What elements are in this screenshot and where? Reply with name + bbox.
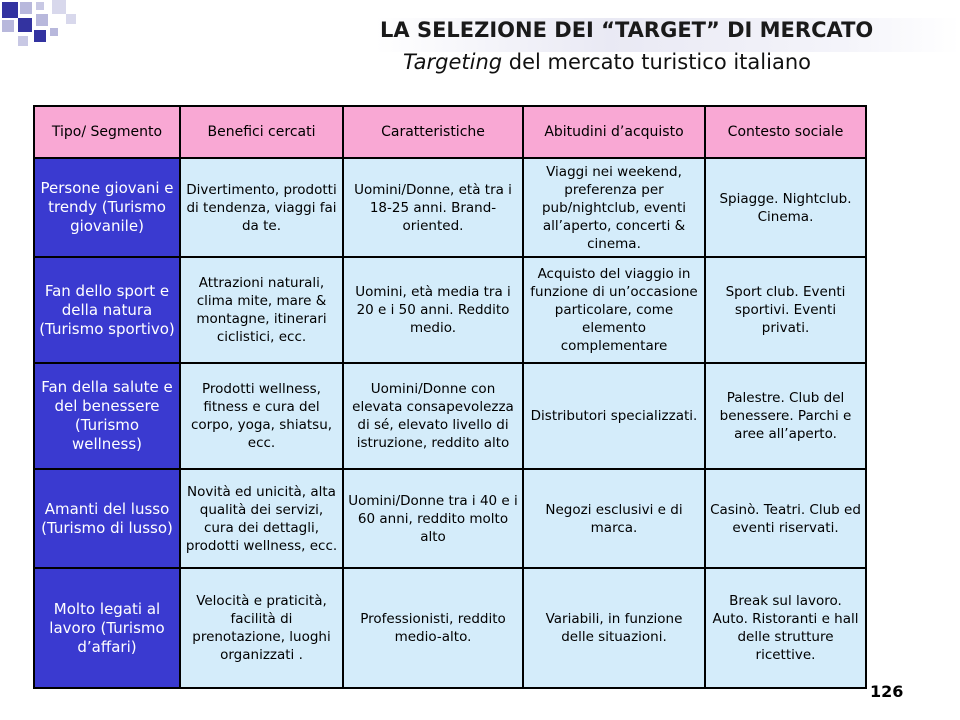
benefici-cell: Attrazioni naturali, clima mite, mare & montagne, itinerari ciclistici, ecc.	[180, 257, 343, 363]
benefici-cell: Prodotti wellness, fitness e cura del corpo, yoga, shiatsu, ecc.	[180, 363, 343, 469]
benefici-cell: Novità ed unicità, alta qualità dei servizi, cura dei dettagli, prodotti wellness, ecc.	[180, 469, 343, 568]
segment-cell: Persone giovani e trendy (Turismo giovanile)	[34, 158, 180, 257]
header-caratteristiche: Caratteristiche	[343, 106, 523, 158]
subtitle-rest: del mercato turistico italiano	[502, 50, 811, 74]
caratteristiche-cell: Uomini/Donne, età tra i 18-25 anni. Brand-oriented.	[343, 158, 523, 257]
benefici-cell: Velocità e praticità, facilità di prenotazione, luoghi organizzati .	[180, 568, 343, 688]
benefici-cell: Divertimento, prodotti di tendenza, viaggi fai da te.	[180, 158, 343, 257]
segment-cell: Fan dello sport e della natura (Turismo sportivo)	[34, 257, 180, 363]
table-row	[34, 363, 866, 469]
slide-subtitle	[403, 50, 811, 74]
contesto-cell: Spiagge. Nightclub. Cinema.	[705, 158, 866, 257]
table-row	[34, 158, 866, 257]
abitudini-cell: Acquisto del viaggio in funzione di un’occasione particolare, come elemento complementare	[523, 257, 705, 363]
caratteristiche-cell: Professionisti, reddito medio-alto.	[343, 568, 523, 688]
header-segment: Tipo/ Segmento	[34, 106, 180, 158]
caratteristiche-cell: Uomini/Donne con elevata consapevolezza di sé, elevato livello di istruzione, reddito alto	[343, 363, 523, 469]
caratteristiche-cell: Uomini, età media tra i 20 e i 50 anni. Reddito medio.	[343, 257, 523, 363]
header-contesto: Contesto sociale	[705, 106, 866, 158]
table-row	[34, 257, 866, 363]
contesto-cell: Sport club. Eventi sportivi. Eventi privati.	[705, 257, 866, 363]
table-row	[34, 568, 866, 688]
table-row	[34, 469, 866, 568]
abitudini-cell: Viaggi nei weekend, preferenza per pub/nightclub, eventi all’aperto, concerti & cinema.	[523, 158, 705, 257]
abitudini-cell: Variabili, in funzione delle situazioni.	[523, 568, 705, 688]
segment-cell: Amanti del lusso (Turismo di lusso)	[34, 469, 180, 568]
segment-cell: Fan della salute e del benessere (Turismo wellness)	[34, 363, 180, 469]
slide-title: LA SELEZIONE DEI “TARGET” DI MERCATO	[380, 18, 874, 42]
contesto-cell: Break sul lavoro. Auto. Ristoranti e hall delle strutture ricettive.	[705, 568, 866, 688]
subtitle-italic-word: Targeting	[403, 50, 503, 74]
header-abitudini: Abitudini d’acquisto	[523, 106, 705, 158]
slide-title-area	[0, 0, 960, 100]
abitudini-cell: Distributori specializzati.	[523, 363, 705, 469]
table-header-row	[34, 106, 866, 158]
segment-cell: Molto legati al lavoro (Turismo d’affari)	[34, 568, 180, 688]
abitudini-cell: Negozi esclusivi e di marca.	[523, 469, 705, 568]
page-number: 126	[870, 682, 904, 701]
contesto-cell: Palestre. Club del benessere. Parchi e aree all’aperto.	[705, 363, 866, 469]
targeting-table	[33, 105, 867, 689]
contesto-cell: Casinò. Teatri. Club ed eventi riservati.	[705, 469, 866, 568]
caratteristiche-cell: Uomini/Donne tra i 40 e i 60 anni, reddito molto alto	[343, 469, 523, 568]
header-benefici: Benefici cercati	[180, 106, 343, 158]
